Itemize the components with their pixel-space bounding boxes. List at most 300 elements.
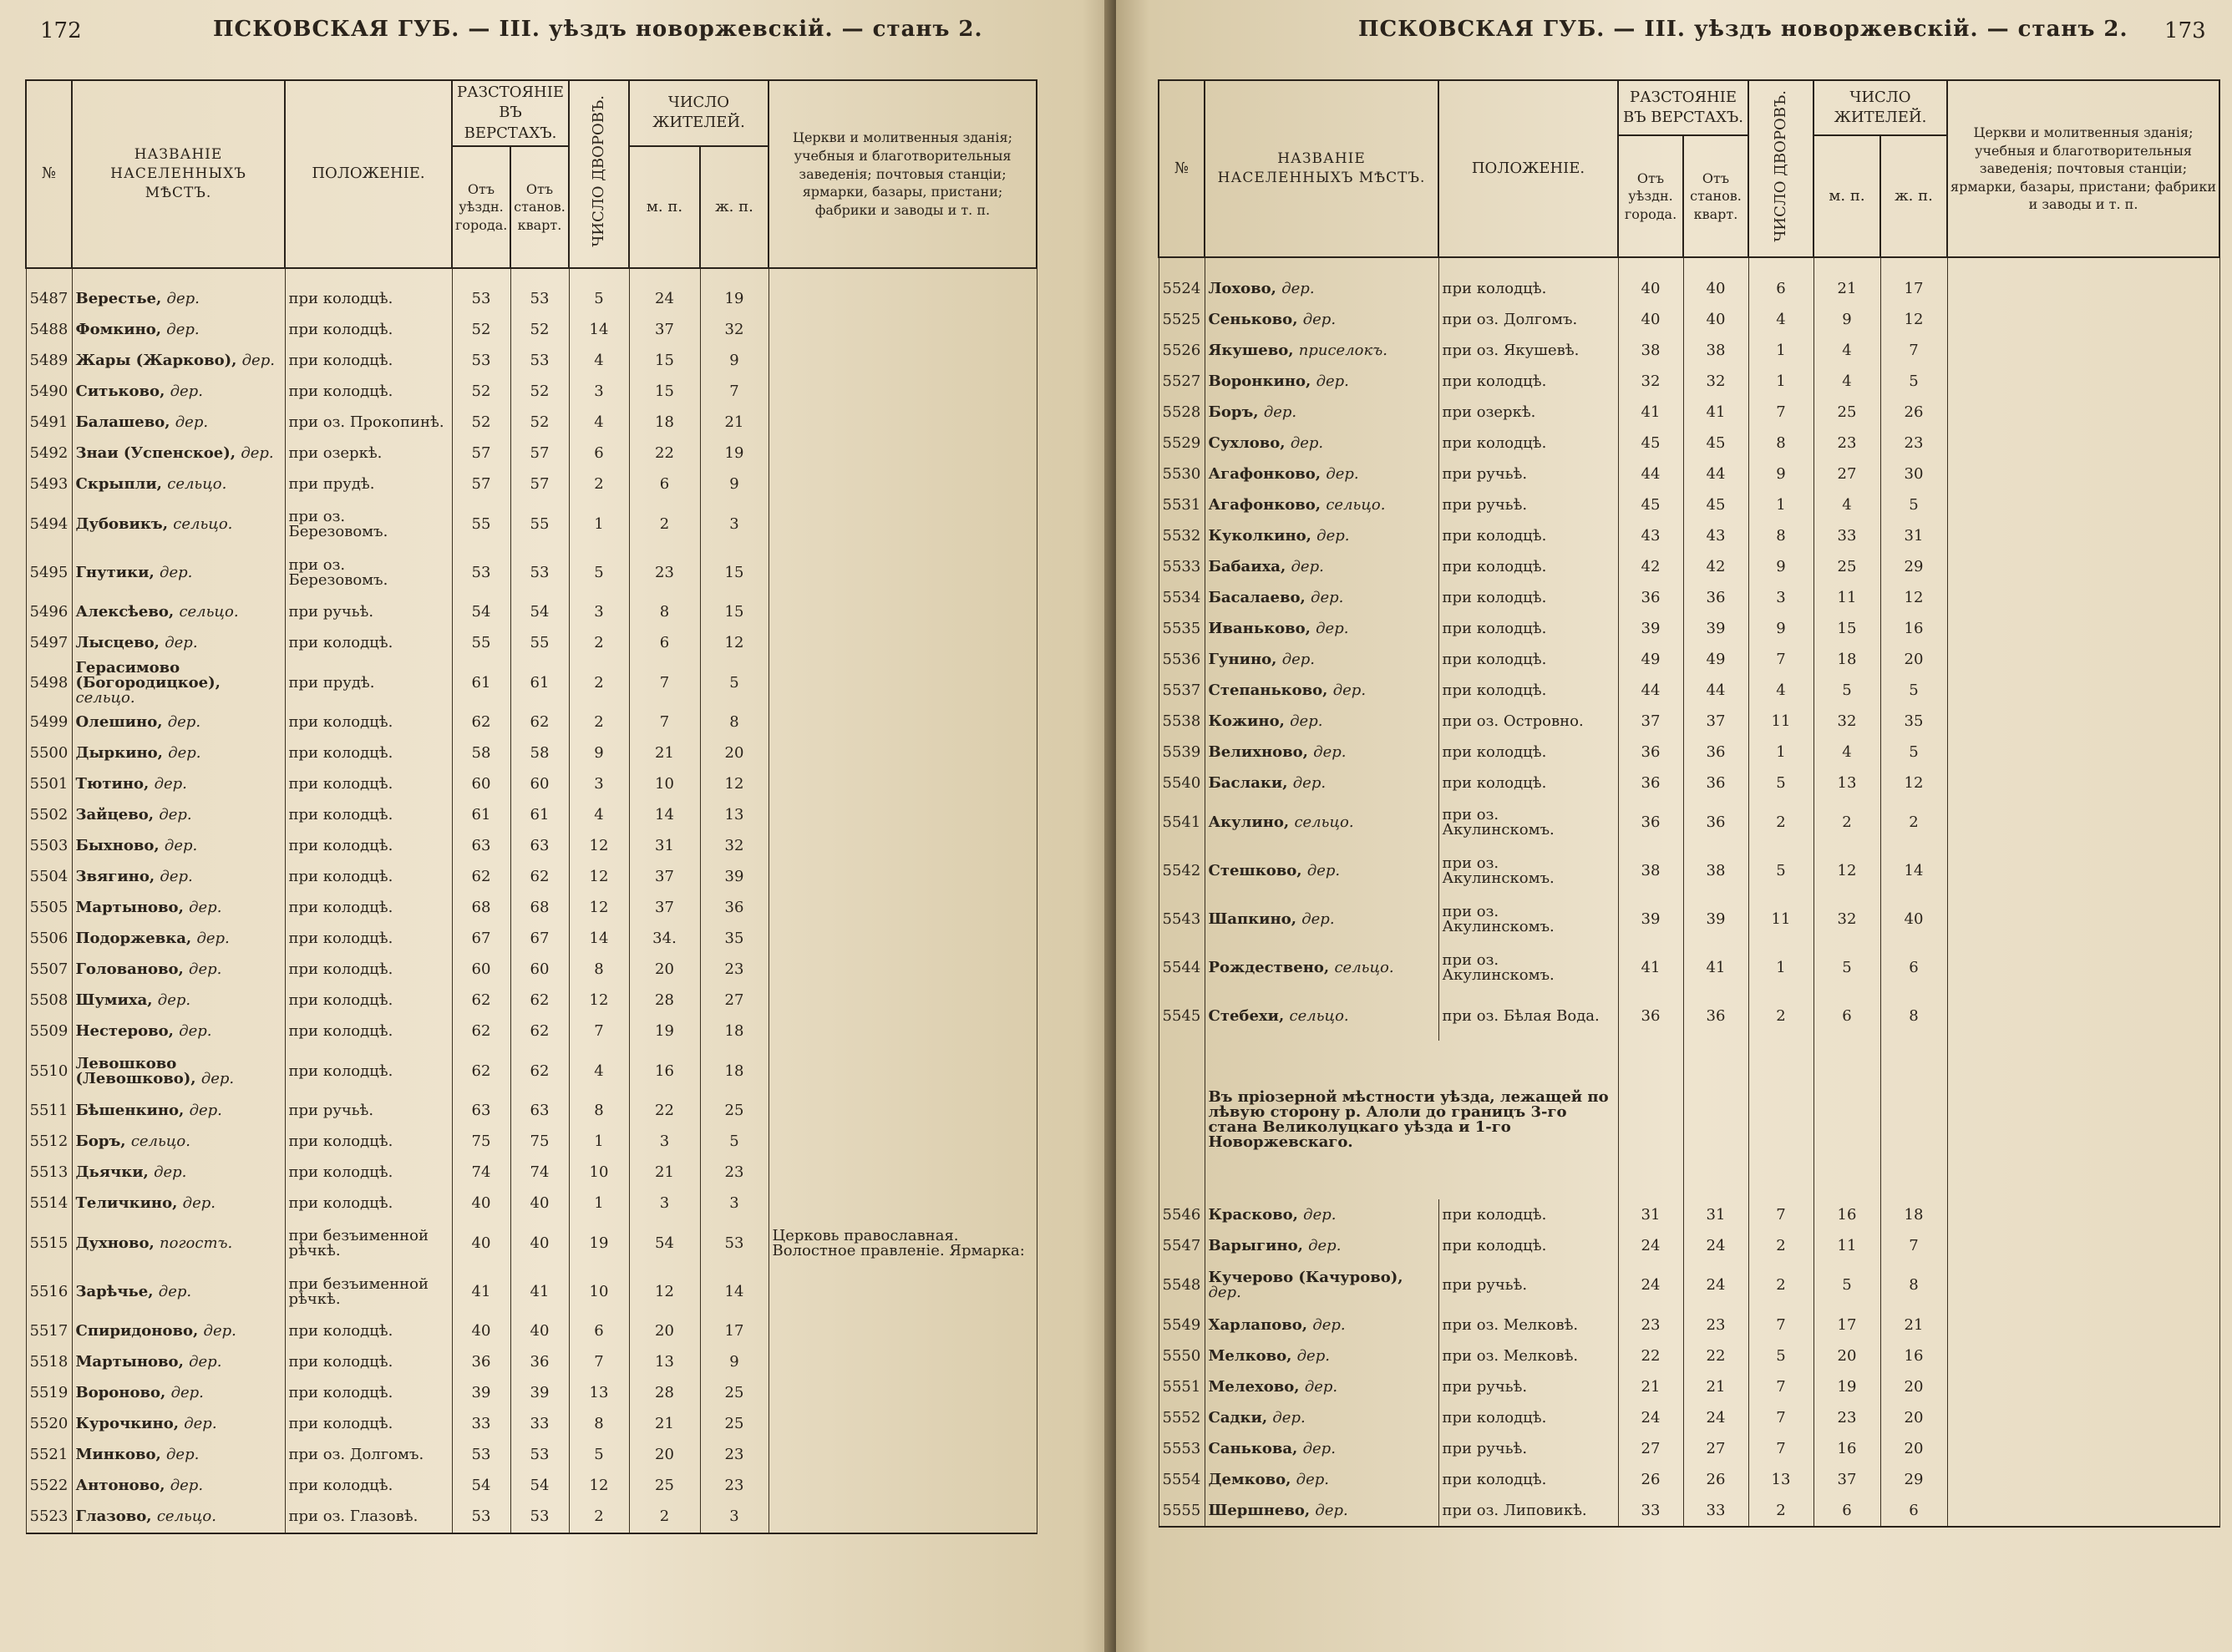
place-name xyxy=(1205,798,1438,847)
female: 21 xyxy=(1880,1310,1947,1340)
notes xyxy=(1947,1340,2219,1371)
distance-station: 36 xyxy=(1683,582,1748,613)
distance-station: 52 xyxy=(510,315,569,346)
distance-station: 74 xyxy=(510,1158,569,1188)
female: 8 xyxy=(1880,992,1947,1041)
header-inhabitants: ЧИСЛО ЖИТЕЛЕЙ. xyxy=(1814,80,1947,135)
place-type: дер. xyxy=(157,991,191,1010)
distance-station: 53 xyxy=(510,284,569,315)
female: 5 xyxy=(700,659,769,707)
households: 4 xyxy=(1748,304,1814,335)
row-number: 5491 xyxy=(26,408,72,438)
male: 16 xyxy=(1814,1199,1880,1230)
table-row xyxy=(1159,1495,2219,1527)
notes xyxy=(1947,798,2219,847)
row-number: 5519 xyxy=(26,1378,72,1409)
female: 20 xyxy=(1880,1433,1947,1464)
male: 21 xyxy=(629,1409,700,1440)
male: 54 xyxy=(629,1219,700,1268)
notes xyxy=(769,1502,1037,1533)
distance-station: 40 xyxy=(510,1219,569,1268)
place-type: дер. xyxy=(1296,1346,1330,1365)
place-name-text: Минково, xyxy=(75,1446,161,1464)
place-name-text: Шершнево, xyxy=(1208,1501,1311,1519)
place-type: дер. xyxy=(1313,742,1347,761)
distance-station: 24 xyxy=(1683,1230,1748,1261)
place-name xyxy=(72,924,285,955)
distance-town: 39 xyxy=(452,1378,510,1409)
table-row xyxy=(26,659,1037,707)
female: 31 xyxy=(1880,520,1947,551)
place-type: дер. xyxy=(1316,372,1349,390)
male: 4 xyxy=(1814,489,1880,520)
place-type: дер. xyxy=(189,1353,222,1371)
row-number: 5542 xyxy=(1159,847,1205,895)
place-name-text: Кожино, xyxy=(1208,712,1285,730)
position: при колодцѣ. xyxy=(1438,582,1618,613)
place-name-text: Лохово, xyxy=(1208,279,1276,297)
position: при оз. Акулинскомъ. xyxy=(1438,847,1618,895)
place-name-text: Баслаки, xyxy=(1208,773,1288,792)
households: 1 xyxy=(569,500,629,549)
table-row xyxy=(26,1096,1037,1127)
female: 35 xyxy=(1880,706,1947,737)
distance-town: 53 xyxy=(452,549,510,597)
row-number: 5504 xyxy=(26,862,72,893)
place-name-text: Глазово, xyxy=(75,1508,152,1526)
row-number: 5521 xyxy=(26,1440,72,1471)
households: 7 xyxy=(1748,1371,1814,1402)
place-type: дер. xyxy=(1303,1205,1337,1224)
notes xyxy=(769,707,1037,738)
place-name-text: Шапкино, xyxy=(1208,910,1296,928)
row-number: 5520 xyxy=(26,1409,72,1440)
table-row xyxy=(1159,768,2219,798)
place-type: дер. xyxy=(168,744,201,763)
distance-station: 53 xyxy=(510,1502,569,1533)
notes xyxy=(769,315,1037,346)
header-households: ЧИСЛО ДВОРОВЪ. xyxy=(569,80,629,268)
female: 14 xyxy=(1880,847,1947,895)
spacer-cell xyxy=(1880,1041,1947,1199)
place-type: сельцо. xyxy=(1334,959,1394,976)
distance-station: 54 xyxy=(510,1471,569,1502)
place-name-text: Велихново, xyxy=(1208,742,1308,761)
row-number: 5553 xyxy=(1159,1433,1205,1464)
place-name xyxy=(1205,304,1438,335)
households: 2 xyxy=(569,628,629,659)
male: 16 xyxy=(1814,1433,1880,1464)
distance-station: 22 xyxy=(1683,1340,1748,1371)
row-number: 5487 xyxy=(26,284,72,315)
place-name-text: Ситьково, xyxy=(75,383,165,401)
female: 39 xyxy=(700,862,769,893)
row-number: 5523 xyxy=(26,1502,72,1533)
place-name-text: Харлапово, xyxy=(1208,1315,1308,1334)
header-no: № xyxy=(1159,80,1205,257)
distance-station: 33 xyxy=(1683,1495,1748,1527)
distance-town: 38 xyxy=(1618,847,1683,895)
distance-station: 39 xyxy=(510,1378,569,1409)
place-type: дер. xyxy=(166,321,200,339)
place-name xyxy=(72,1440,285,1471)
position: при оз. Мелковѣ. xyxy=(1438,1340,1618,1371)
place-type: дер. xyxy=(166,290,200,308)
place-name xyxy=(1205,582,1438,613)
female: 16 xyxy=(1880,1340,1947,1371)
distance-station: 49 xyxy=(1683,644,1748,675)
row-number: 5493 xyxy=(26,469,72,500)
place-type: дер. xyxy=(1312,1315,1346,1334)
place-name xyxy=(1205,1230,1438,1261)
notes xyxy=(1947,944,2219,992)
position: при колодцѣ. xyxy=(285,1047,452,1096)
table-row xyxy=(1159,847,2219,895)
table-row xyxy=(1159,1402,2219,1433)
place-name-text: Тютино, xyxy=(75,775,150,793)
row-number: 5496 xyxy=(26,597,72,628)
table-row xyxy=(1159,1199,2219,1230)
table-row xyxy=(1159,397,2219,428)
notes xyxy=(1947,644,2219,675)
place-name xyxy=(1205,366,1438,397)
place-type: сельцо. xyxy=(75,688,135,707)
place-type: дер. xyxy=(203,1322,236,1340)
male: 4 xyxy=(1814,366,1880,397)
position: при оз. Акулинскомъ. xyxy=(1438,895,1618,944)
male: 17 xyxy=(1814,1310,1880,1340)
position: при озеркѣ. xyxy=(1438,397,1618,428)
distance-town: 40 xyxy=(452,1316,510,1347)
notes xyxy=(1947,1402,2219,1433)
place-name-text: Нестерово, xyxy=(75,1022,174,1041)
place-type: дер. xyxy=(1291,557,1324,575)
distance-town: 62 xyxy=(452,707,510,738)
row-number: 5500 xyxy=(26,738,72,769)
distance-town: 57 xyxy=(452,438,510,469)
notes xyxy=(769,1409,1037,1440)
households: 12 xyxy=(569,893,629,924)
households: 3 xyxy=(569,597,629,628)
households: 1 xyxy=(569,1127,629,1158)
households: 11 xyxy=(1748,706,1814,737)
place-type: дер. xyxy=(1301,910,1335,928)
position: при колодцѣ. xyxy=(285,1471,452,1502)
place-name xyxy=(1205,489,1438,520)
notes xyxy=(1947,737,2219,768)
male: 37 xyxy=(629,315,700,346)
male: 31 xyxy=(629,831,700,862)
row-number: 5541 xyxy=(1159,798,1205,847)
place-name xyxy=(1205,1433,1438,1464)
row-number: 5497 xyxy=(26,628,72,659)
place-type: дер. xyxy=(166,1446,200,1464)
table-row xyxy=(26,408,1037,438)
notes xyxy=(1947,459,2219,489)
position: при колодцѣ. xyxy=(285,628,452,659)
table-row xyxy=(1159,644,2219,675)
place-name xyxy=(72,1219,285,1268)
male: 13 xyxy=(1814,768,1880,798)
header-notes: Церкви и молитвенныя зданія; учебныя и благотворительныя заведенія; почтовыя станціи; ярмарки, базары, пристани; фабрики и заводы и т. п. xyxy=(1947,80,2219,257)
distance-town: 45 xyxy=(1618,428,1683,459)
place-name xyxy=(1205,1199,1438,1230)
distance-station: 43 xyxy=(1683,520,1748,551)
table-row xyxy=(26,1188,1037,1219)
households: 19 xyxy=(569,1219,629,1268)
distance-station: 60 xyxy=(510,769,569,800)
table-row xyxy=(26,738,1037,769)
place-name xyxy=(72,315,285,346)
spacer-cell xyxy=(1159,257,1205,273)
notes xyxy=(769,659,1037,707)
notes xyxy=(769,738,1037,769)
distance-station: 41 xyxy=(1683,944,1748,992)
households: 14 xyxy=(569,924,629,955)
households: 12 xyxy=(569,986,629,1016)
position: при колодцѣ. xyxy=(285,707,452,738)
place-name xyxy=(72,346,285,377)
notes xyxy=(1947,366,2219,397)
distance-town: 62 xyxy=(452,986,510,1016)
position: при колодцѣ. xyxy=(285,769,452,800)
place-type: дер. xyxy=(1302,1439,1336,1457)
place-type: дер. xyxy=(175,413,209,432)
distance-station: 63 xyxy=(510,1096,569,1127)
place-name-text: Иваньково, xyxy=(1208,619,1311,637)
position: при колодцѣ. xyxy=(285,346,452,377)
female: 18 xyxy=(1880,1199,1947,1230)
households: 9 xyxy=(1748,459,1814,489)
position: при ручьѣ. xyxy=(1438,1261,1618,1310)
distance-station: 39 xyxy=(1683,895,1748,944)
place-name-text: Спиридоново, xyxy=(75,1322,199,1340)
place-name-text: Боръ, xyxy=(75,1133,126,1151)
row-number: 5498 xyxy=(26,659,72,707)
distance-town: 36 xyxy=(1618,768,1683,798)
distance-station: 62 xyxy=(510,1047,569,1096)
spacer-cell xyxy=(1438,257,1618,273)
distance-town: 21 xyxy=(1618,1371,1683,1402)
households: 2 xyxy=(1748,1230,1814,1261)
place-type: дер. xyxy=(1315,1501,1348,1519)
male: 5 xyxy=(1814,675,1880,706)
distance-town: 40 xyxy=(1618,304,1683,335)
distance-town: 67 xyxy=(452,924,510,955)
place-name-text: Шумиха, xyxy=(75,991,153,1010)
place-name xyxy=(1205,1371,1438,1402)
distance-town: 40 xyxy=(452,1219,510,1268)
notes xyxy=(1947,1495,2219,1527)
place-name xyxy=(72,986,285,1016)
female: 35 xyxy=(700,924,769,955)
male: 27 xyxy=(1814,459,1880,489)
position: при колодцѣ. xyxy=(285,893,452,924)
place-name xyxy=(1205,1464,1438,1495)
table-row xyxy=(1159,582,2219,613)
households: 10 xyxy=(569,1268,629,1316)
header-male: м. п. xyxy=(1814,135,1880,257)
position: при колодцѣ. xyxy=(285,924,452,955)
distance-town: 36 xyxy=(1618,798,1683,847)
female: 9 xyxy=(700,346,769,377)
place-name-text: Мартыново, xyxy=(75,899,184,917)
female: 23 xyxy=(700,955,769,986)
notes xyxy=(1947,397,2219,428)
notes xyxy=(769,469,1037,500)
male: 6 xyxy=(629,628,700,659)
female: 12 xyxy=(1880,582,1947,613)
households: 8 xyxy=(569,1409,629,1440)
male: 21 xyxy=(629,1158,700,1188)
male: 32 xyxy=(1814,706,1880,737)
place-name xyxy=(1205,895,1438,944)
households: 2 xyxy=(569,707,629,738)
female: 19 xyxy=(700,284,769,315)
table-row xyxy=(1159,798,2219,847)
distance-station: 62 xyxy=(510,862,569,893)
place-name-text: Верестье, xyxy=(75,290,162,308)
distance-town: 45 xyxy=(1618,489,1683,520)
header-households: ЧИСЛО ДВОРОВЪ. xyxy=(1748,80,1814,257)
distance-town: 31 xyxy=(1618,1199,1683,1230)
place-name-text: Демково, xyxy=(1208,1470,1291,1488)
place-name xyxy=(72,1347,285,1378)
notes xyxy=(769,597,1037,628)
households: 9 xyxy=(1748,551,1814,582)
notes xyxy=(1947,768,2219,798)
row-number: 5545 xyxy=(1159,992,1205,1041)
notes xyxy=(1947,1464,2219,1495)
place-type: дер. xyxy=(1296,1470,1329,1488)
households: 2 xyxy=(1748,992,1814,1041)
female: 6 xyxy=(1880,1495,1947,1527)
place-name xyxy=(1205,459,1438,489)
distance-town: 22 xyxy=(1618,1340,1683,1371)
header-from-station: Отъ станов. кварт. xyxy=(510,146,569,268)
place-name xyxy=(72,628,285,659)
row-number: 5512 xyxy=(26,1127,72,1158)
male: 7 xyxy=(629,659,700,707)
table-row xyxy=(1159,551,2219,582)
households: 7 xyxy=(1748,397,1814,428)
table-row xyxy=(26,1219,1037,1268)
place-name-text: Стебехи, xyxy=(1208,1007,1285,1025)
distance-town: 41 xyxy=(1618,397,1683,428)
row-number: 5544 xyxy=(1159,944,1205,992)
place-type: дер. xyxy=(189,1102,222,1120)
male: 23 xyxy=(1814,428,1880,459)
notes xyxy=(1947,273,2219,304)
distance-station: 55 xyxy=(510,628,569,659)
place-name xyxy=(72,1158,285,1188)
distance-town: 24 xyxy=(1618,1402,1683,1433)
notes xyxy=(1947,613,2219,644)
male: 33 xyxy=(1814,520,1880,551)
distance-town: 54 xyxy=(452,1471,510,1502)
male: 15 xyxy=(629,377,700,408)
notes xyxy=(769,1268,1037,1316)
place-type: сельцо. xyxy=(179,603,239,621)
table-row xyxy=(26,955,1037,986)
distance-town: 41 xyxy=(1618,944,1683,992)
place-name xyxy=(72,955,285,986)
table-row xyxy=(26,1016,1037,1047)
spacer-cell xyxy=(1748,1041,1814,1199)
households: 4 xyxy=(1748,675,1814,706)
place-name xyxy=(1205,1340,1438,1371)
table-row xyxy=(26,862,1037,893)
female: 12 xyxy=(1880,304,1947,335)
position: при колодцѣ. xyxy=(285,284,452,315)
female: 3 xyxy=(700,500,769,549)
row-number: 5550 xyxy=(1159,1340,1205,1371)
row-number: 5528 xyxy=(1159,397,1205,428)
place-name xyxy=(72,1409,285,1440)
position: при оз. Глазовѣ. xyxy=(285,1502,452,1533)
place-name xyxy=(72,769,285,800)
row-number: 5495 xyxy=(26,549,72,597)
male: 37 xyxy=(1814,1464,1880,1495)
distance-station: 67 xyxy=(510,924,569,955)
female: 12 xyxy=(700,769,769,800)
households: 5 xyxy=(1748,768,1814,798)
distance-town: 62 xyxy=(452,862,510,893)
table-row xyxy=(1159,1310,2219,1340)
distance-station: 36 xyxy=(1683,737,1748,768)
female: 17 xyxy=(1880,273,1947,304)
table-row xyxy=(26,549,1037,597)
male: 6 xyxy=(629,469,700,500)
table-row xyxy=(26,1440,1037,1471)
place-type: дер. xyxy=(160,563,193,581)
place-name-text: Скрыпли, xyxy=(75,475,162,494)
notes xyxy=(1947,428,2219,459)
distance-town: 53 xyxy=(452,346,510,377)
position: при безъименной рѣчкѣ. xyxy=(285,1219,452,1268)
distance-station: 38 xyxy=(1683,847,1748,895)
position: при оз. Долгомъ. xyxy=(1438,304,1618,335)
distance-town: 68 xyxy=(452,893,510,924)
distance-station: 68 xyxy=(510,893,569,924)
female: 23 xyxy=(1880,428,1947,459)
row-number: 5535 xyxy=(1159,613,1205,644)
position: при оз. Якушевѣ. xyxy=(1438,335,1618,366)
female: 25 xyxy=(700,1378,769,1409)
distance-town: 60 xyxy=(452,769,510,800)
distance-town: 24 xyxy=(1618,1230,1683,1261)
distance-town: 41 xyxy=(452,1268,510,1316)
place-type: дер. xyxy=(165,634,198,652)
place-name xyxy=(72,284,285,315)
row-number: 5508 xyxy=(26,986,72,1016)
distance-town: 75 xyxy=(452,1127,510,1158)
male: 21 xyxy=(1814,273,1880,304)
notes xyxy=(1947,1261,2219,1310)
households: 14 xyxy=(569,315,629,346)
place-type: дер. xyxy=(1272,1408,1306,1426)
place-name-text: Агафонково, xyxy=(1208,495,1321,514)
notes xyxy=(1947,895,2219,944)
place-name-text: Мартыново, xyxy=(75,1353,184,1371)
table-body xyxy=(26,268,1037,1533)
row-number: 5489 xyxy=(26,346,72,377)
page-number: 172 xyxy=(40,18,82,43)
place-name xyxy=(1205,706,1438,737)
spacer-cell xyxy=(700,268,769,284)
female: 30 xyxy=(1880,459,1947,489)
row-number: 5533 xyxy=(1159,551,1205,582)
